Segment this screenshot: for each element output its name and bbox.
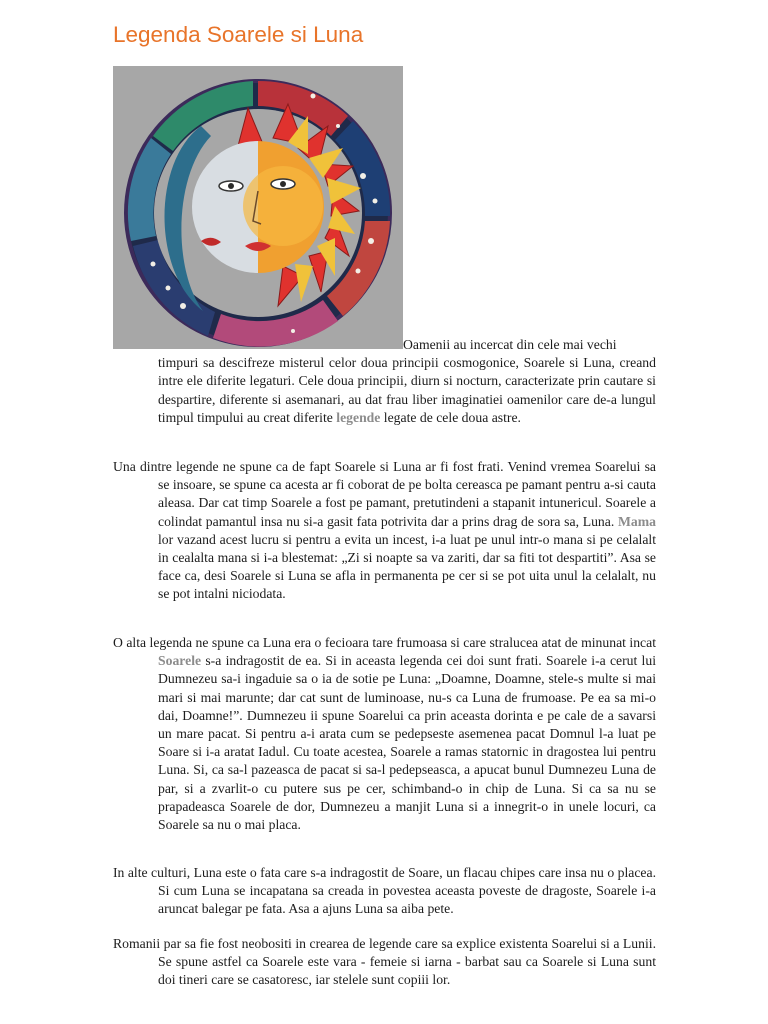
- paragraph-intro: [113, 336, 656, 427]
- p2-text-a: Una dintre legende ne spune ca de fapt Soarele si Luna ar fi fost frati. Venind vremea Soarelui sa se insoare, se spune ca acesta ar fi coborat de pe bolta cereasca pe pamant pentru a-si cauta aleasa. Dar cat timp Soarele a fost pe pamant, pretutindeni a stapanit intunericul. Soarele a colindat pamantul insa nu si-a gasit fata potrivita dar a prins drag de sora sa, Luna.: [113, 459, 656, 529]
- p2-text-b: lor vazand acest lucru si pentru a evita un incest, i-a luat pe unul intr-o mana si pe celalalt in cealalta mana si i-a blestemat: „Zi si noapte sa va zariti, dar sa fiti tot despartiti”. Asa se face ca, desi Soarele si Luna se afla in permanenta pe cer si se pot uita unul la celalalt, nu se pot intalni niciodata.: [158, 531, 656, 602]
- intro-text-a: timpuri sa descifreze misterul celor doua principii cosmogonice, Soarele si Luna, creand intre ele diferite legaturi. Cele doua principii, diurn si nocturn, caracterizate prin cautare si despartire, diferente si asemanari, au dat frau liber imaginatiei oamenilor care de-a lungul timpul timpului au creat diferite: [158, 355, 656, 425]
- paragraph-other-cultures: In alte culturi, Luna este o fata care s-a indragostit de Soare, un flacau chipes care insa nu o placea. Si cum Luna se incapatana sa creada in povestea aceasta poveste de dragoste, Soarele i-a aruncat balegar pe fata. Asa a ajuns Luna sa aiba pete.: [113, 865, 656, 917]
- paragraph-romanian-legends: Romanii par sa fie fost neobositi in crearea de legende care sa explice existenta Soarelui si a Lunii. Se spune astfel ca Soarele este vara - femeie si iarna - barbat sau ca Soarele si Luna sunt doi tineri care se casatoresc, iar stelele sunt copiii lor.: [113, 936, 656, 988]
- page-title: Legenda Soarele si Luna: [113, 22, 364, 47]
- sun-moon-illustration: [113, 66, 403, 349]
- intro-text-b: legate de cele doua astre.: [383, 409, 521, 425]
- paragraph-brothers-legend: [113, 458, 656, 604]
- legende-link[interactable]: legende: [336, 409, 381, 425]
- paragraph-maiden-legend: [113, 634, 656, 834]
- intro-first-line: Oamenii au incercat din cele mai vechi: [403, 337, 617, 352]
- mama-link[interactable]: Mama: [617, 513, 656, 529]
- sun-moon-image: [113, 66, 403, 349]
- soarele-link[interactable]: Soarele: [158, 653, 202, 669]
- p3-text-b: s-a indragostit de ea. Si in aceasta legenda cei doi sunt frati. Soarele i-a cerut lui Dumnezeu sa-i ingaduie sa o ia de sotie pe Luna: „Doamne, Doamne, stele-s multe si mai mari si mai marunte; dar cat sunt de luminoase, nu-s ca Luna de frumoase. Pe ea sa mi-o dai, Doamne!”. Dumnezeu ii spune Soarelui ca prin aceasta dorinta e pe cale de a savarsi un mare pacat. Si pentru a-i arata cum se pedepseste asemenea pacat Domnul l-a luat pe Soare si i-a aratat Iadul. Cu toate acestea, Soarele a ramas statornic in dragostea lui pentru Luna. Si, ca sa-l pazeasca de pacat si sa-l pedepseasca, a apucat bunul Dumnezeu Luna de par, si a zvarlit-o cu putere sus pe cer, schimband-o in chip de Luna. Si ca sa nu se prapadeasca Soarele de dor, Dumnezeu a manjit Luna si a innegrit-o in unele locuri, ca Soarele sa nu o mai placa.: [158, 653, 657, 833]
- p3-text-a: O alta legenda ne spune ca Luna era o fecioara tare frumoasa si care stralucea atat de minunat incat: [113, 635, 656, 650]
- intro-rest: [113, 354, 656, 427]
